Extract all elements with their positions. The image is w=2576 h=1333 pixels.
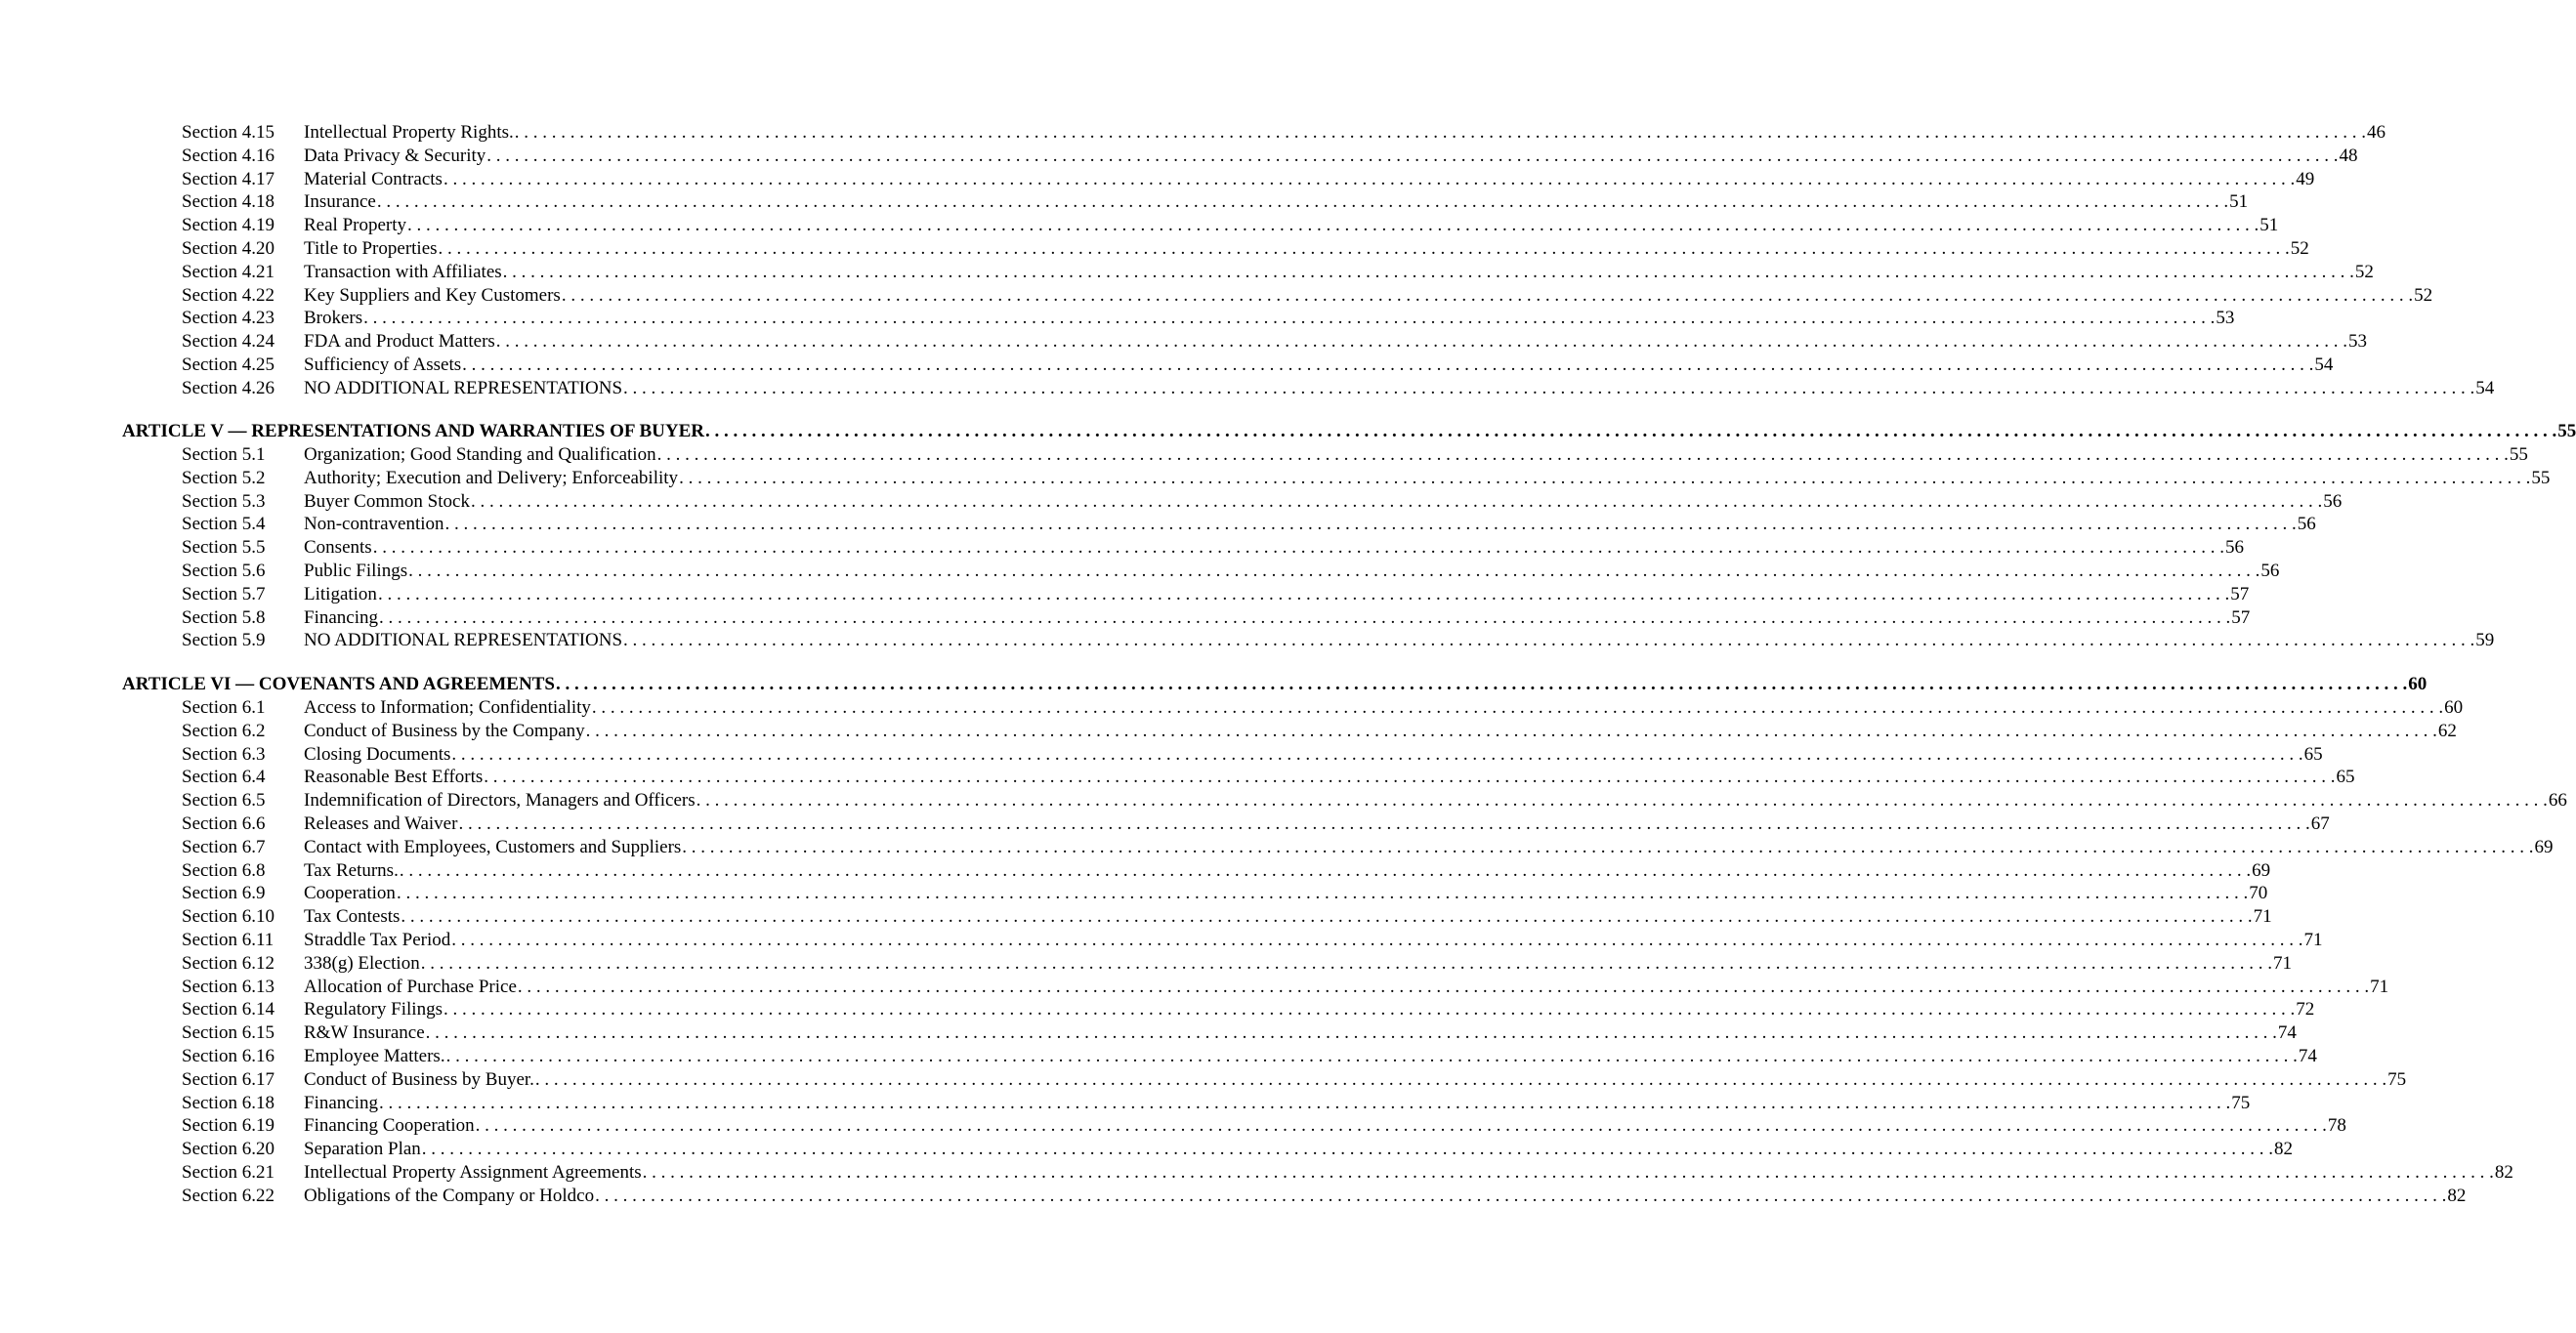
dot-leader: . . . . . . . . . . . . . . . . . . . . . . . . . . . . . . . . . . . . . . . . . . . . . . . . . . . . . . . . . . . . . . . . . . . . . . . . . . . . . . . . . . . . . . . . . . . . . . . . . . . . . . . . . . . . . . . . . . . . . . . . . . . . . . . . . . . . . . . . . . . . . . . . . . . . . . . . . . . . . . . . . . . . . . . . . . . . . . . . . . . . . . . . . . . . . . . . . . . . . . . . — [438, 238, 2290, 259]
section-title: Insurance — [304, 191, 376, 213]
section-title: Separation Plan — [304, 1139, 421, 1160]
dot-leader: . . . . . . . . . . . . . . . . . . . . . . . . . . . . . . . . . . . . . . . . . . . . . . . . . . . . . . . . . . . . . . . . . . . . . . . . . . . . . . . . . . . . . . . . . . . . . . . . . . . . . . . . . . . . . . . . . . . . . . . . . . . . . . . . . . . . . . . . . . . . . . . . . . . . . . . . . . . . . . . . . . . . . . . . . . . . . . . . . . . . . . . . . . . . . . . . . . . . . . . . — [484, 767, 2336, 788]
toc-entry[interactable] — [182, 237, 2309, 261]
section-number: Section 6.16 — [182, 1046, 274, 1066]
page-number: 78 — [2327, 1115, 2346, 1137]
page-number: 56 — [2224, 537, 2244, 559]
dot-leader: . . . . . . . . . . . . . . . . . . . . . . . . . . . . . . . . . . . . . . . . . . . . . . . . . . . . . . . . . . . . . . . . . . . . . . . . . . . . . . . . . . . . . . . . . . . . . . . . . . . . . . . . . . . . . . . . . . . . . . . . . . . . . . . . . . . . . . . . . . . . . . . . . . . . . . . . . . . . . . . . . . . . . . . . . . . . . . . . . . . . . . . . . . . . . . . . . . . . . . . . — [623, 630, 2475, 651]
section-number: Section 6.10 — [182, 906, 274, 928]
page-number: 46 — [2367, 122, 2386, 143]
dot-leader: . . . . . . . . . . . . . . . . . . . . . . . . . . . . . . . . . . . . . . . . . . . . . . . . . . . . . . . . . . . . . . . . . . . . . . . . . . . . . . . . . . . . . . . . . . . . . . . . . . . . . . . . . . . . . . . . . . . . . . . . . . . . . . . . . . . . . . . . . . . . . . . . . . . . . . . . . . . . . . . . . . . . . . . . . . . . . . . . . . . . . . . . . . . . . . . . . . . . . . . . — [502, 261, 2354, 282]
dot-leader: . . . . . . . . . . . . . . . . . . . . . . . . . . . . . . . . . . . . . . . . . . . . . . . . . . . . . . . . . . . . . . . . . . . . . . . . . . . . . . . . . . . . . . . . . . . . . . . . . . . . . . . . . . . . . . . . . . . . . . . . . . . . . . . . . . . . . . . . . . . . . . . . . . . . . . . . . . . . . . . . . . . . . . . . . . . . . . . . . . . . . . . . . . . . . . . . . . . . . . . . — [462, 354, 2314, 375]
entry-line — [304, 789, 2567, 812]
entry-line — [304, 1021, 2297, 1045]
dot-leader: . . . . . . . . . . . . . . . . . . . . . . . . . . . . . . . . . . . . . . . . . . . . . . . . . . . . . . . . . . . . . . . . . . . . . . . . . . . . . . . . . . . . . . . . . . . . . . . . . . . . . . . . . . . . . . . . . . . . . . . . . . . . . . . . . . . . . . . . . . . . . . . . . . . . . . . . . . . . . . . . . . . . . . . . . . . . . . . . . . . . . . . . . . . . . . . . . . . . . . . . — [585, 720, 2437, 741]
section-number: Section 4.17 — [182, 168, 274, 189]
dot-leader: . . . . . . . . . . . . . . . . . . . . . . . . . . . . . . . . . . . . . . . . . . . . . . . . . . . . . . . . . . . . . . . . . . . . . . . . . . . . . . . . . . . . . . . . . . . . . . . . . . . . . . . . . . . . . . . . . . . . . . . . . . . . . . . . . . . . . . . . . . . . . . . . . . . . . . . . . . . . . . . . . . . . . . . . . . . . . . . . . . . . . . . . . . . . . . . . . . . . . . . . — [451, 743, 2303, 765]
section-title: Intellectual Property Assignment Agreements — [304, 1162, 642, 1183]
toc-entry[interactable] — [182, 976, 2389, 999]
section-number: Section 6.14 — [182, 999, 274, 1021]
dot-leader: . . . . . . . . . . . . . . . . . . . . . . . . . . . . . . . . . . . . . . . . . . . . . . . . . . . . . . . . . . . . . . . . . . . . . . . . . . . . . . . . . . . . . . . . . . . . . . . . . . . . . . . . . . . . . . . . . . . . . . . . . . . . . . . . . . . . . . . . . . . . . . . . . . . . . . . . . . . . . . . . . . . . . . . . . . . . . . . . . . . . . . . . . . . . . . . . . . . . . . . . — [591, 697, 2444, 718]
dot-leader: . . . . . . . . . . . . . . . . . . . . . . . . . . . . . . . . . . . . . . . . . . . . . . . . . . . . . . . . . . . . . . . . . . . . . . . . . . . . . . . . . . . . . . . . . . . . . . . . . . . . . . . . . . . . . . . . . . . . . . . . . . . . . . . . . . . . . . . . . . . . . . . . . . . . . . . . . . . . . . . . . . . . . . . . . . . . . . . . . . . . . . . . . . . . . . . . . . . . . . . . — [470, 490, 2323, 512]
page-number: 54 — [2314, 354, 2334, 375]
section-number: Section 6.9 — [182, 883, 266, 904]
section-title: Indemnification of Directors, Managers and Officers — [304, 790, 696, 812]
entry-line — [304, 952, 2292, 976]
page-number: 82 — [2494, 1162, 2513, 1183]
page-number: 57 — [2230, 583, 2250, 604]
section-title: Conduct of Business by Buyer. — [304, 1068, 534, 1090]
entry-line — [304, 882, 2268, 905]
entry-line — [304, 443, 2528, 467]
toc-entry[interactable] — [182, 720, 2457, 743]
entry-line — [304, 905, 2272, 929]
entry-line — [304, 354, 2334, 377]
section-number: Section 4.21 — [182, 261, 274, 282]
toc-entry[interactable] — [182, 536, 2244, 560]
page-number: 72 — [2296, 999, 2315, 1021]
entry-line — [304, 145, 2358, 168]
toc-entry[interactable] — [182, 261, 2374, 284]
section-title: Reasonable Best Efforts — [304, 767, 484, 788]
section-title: Buyer Common Stock — [304, 490, 470, 512]
toc-entry[interactable] — [182, 145, 2358, 168]
section-number: Section 6.22 — [182, 1185, 274, 1206]
page-number: 71 — [2303, 930, 2323, 950]
dot-leader: . . . . . . . . . . . . . . . . . . . . . . . . . . . . . . . . . . . . . . . . . . . . . . . . . . . . . . . . . . . . . . . . . . . . . . . . . . . . . . . . . . . . . . . . . . . . . . . . . . . . . . . . . . . . . . . . . . . . . . . . . . . . . . . . . . . . . . . . . . . . . . . . . . . . . . . . . . . . . . . . . . . . . . . . . . . . . . . . . . . . . . . . . . . . . . . . . . . . . . . . — [376, 191, 2229, 213]
article-title: ARTICLE V — REPRESENTATIONS AND WARRANTIES OF BUYER — [122, 421, 705, 441]
section-number: Section 6.18 — [182, 1092, 274, 1113]
page-number: 57 — [2231, 606, 2251, 628]
section-title: Regulatory Filings — [304, 999, 443, 1021]
section-title: FDA and Product Matters — [304, 331, 495, 353]
page-number: 52 — [2414, 284, 2433, 306]
page-number: 66 — [2548, 790, 2567, 812]
toc-entry[interactable] — [182, 743, 2323, 767]
toc-entry[interactable] — [182, 490, 2343, 514]
page-number: 59 — [2475, 630, 2495, 651]
dot-leader: . . . . . . . . . . . . . . . . . . . . . . . . . . . . . . . . . . . . . . . . . . . . . . . . . . . . . . . . . . . . . . . . . . . . . . . . . . . . . . . . . . . . . . . . . . . . . . . . . . . . . . . . . . . . . . . . . . . . . . . . . . . . . . . . . . . . . . . . . . . . . . . . . . . . . . . . . . . . . . . . . . . . . . . . . . . . . . . . . . . . . . . . . . . . . . . . . . . . . . . . — [517, 976, 2370, 997]
entry-line — [304, 536, 2244, 560]
section-number: Section 5.6 — [182, 561, 266, 581]
entry-line — [304, 976, 2389, 999]
dot-leader: . . . . . . . . . . . . . . . . . . . . . . . . . . . . . . . . . . . . . . . . . . . . . . . . . . . . . . . . . . . . . . . . . . . . . . . . . . . . . . . . . . . . . . . . . . . . . . . . . . . . . . . . . . . . . . . . . . . . . . . . . . . . . . . . . . . . . . . . . . . . . . . . . . . . . . . . . . . . . . . . . . . . . . . . . . . . . . . . . . . . . . . . . . . . . . . . . . . . . . . . — [682, 836, 2534, 857]
section-number: Section 6.3 — [182, 743, 266, 765]
article-heading-entry[interactable] — [122, 420, 2576, 443]
page-number: 55 — [2557, 421, 2576, 441]
entry-line — [304, 696, 2464, 720]
dot-leader: . . . . . . . . . . . . . . . . . . . . . . . . . . . . . . . . . . . . . . . . . . . . . . . . . . . . . . . . . . . . . . . . . . . . . . . . . . . . . . . . . . . . . . . . . . . . . . . . . . . . . . . . . . . . . . . . . . . . . . . . . . . . . . . . . . . . . . . . . . . . . . . . . . . . . . . . . . . . . . . . . . . . . . . . . . . . . . . . . . . . . . . . . . . . . . . . . . . . . . . . — [595, 1185, 2447, 1206]
dot-leader: . . . . . . . . . . . . . . . . . . . . . . . . . . . . . . . . . . . . . . . . . . . . . . . . . . . . . . . . . . . . . . . . . . . . . . . . . . . . . . . . . . . . . . . . . . . . . . . . . . . . . . . . . . . . . . . . . . . . . . . . . . . . . . . . . . . . . . . . . . . . . . . . . . . . . . . . . . . . . . . . . . . . . . . . . . . . . . . . . . . . . . . . . . . . . . . . . . . . . . . . — [377, 583, 2230, 604]
section-title: Litigation — [304, 583, 377, 604]
dot-leader: . . . . . . . . . . . . . . . . . . . . . . . . . . . . . . . . . . . . . . . . . . . . . . . . . . . . . . . . . . . . . . . . . . . . . . . . . . . . . . . . . . . . . . . . . . . . . . . . . . . . . . . . . . . . . . . . . . . . . . . . . . . . . . . . . . . . . . . . . . . . . . . . . . . . . . . . . . . . . . . . . . . . . . . . . . . . . . . . . . . . . . . . . . . . . . . . . . . . . . . . — [475, 1115, 2327, 1137]
section-title: Brokers — [304, 308, 363, 329]
toc-entry[interactable] — [182, 1045, 2317, 1068]
toc-entry[interactable] — [182, 513, 2316, 536]
section-number: Section 6.4 — [182, 767, 266, 788]
page-number: 82 — [2447, 1185, 2467, 1206]
section-title: Conduct of Business by the Company — [304, 720, 585, 741]
toc-entry[interactable] — [182, 190, 2249, 214]
toc-entry[interactable] — [182, 1068, 2407, 1092]
toc-entry[interactable] — [182, 766, 2355, 789]
toc-entry[interactable] — [182, 307, 2235, 330]
section-title: Tax Returns. — [304, 859, 399, 881]
toc-entry[interactable] — [182, 1114, 2346, 1138]
page-number: 56 — [2260, 561, 2280, 581]
page-number: 56 — [2323, 490, 2343, 512]
dot-leader: . . . . . . . . . . . . . . . . . . . . . . . . . . . . . . . . . . . . . . . . . . . . . . . . . . . . . . . . . . . . . . . . . . . . . . . . . . . . . . . . . . . . . . . . . . . . . . . . . . . . . . . . . . . . . . . . . . . . . . . . . . . . . . . . . . . . . . . . . . . . . . . . . . . . . . . . . . . . . . . . . . . . . . . . . . . . . . . . . . . . . . . . . . . . . . . . . . . . . . . . — [445, 1046, 2298, 1066]
toc-entry[interactable] — [182, 696, 2464, 720]
dot-leader: . . . . . . . . . . . . . . . . . . . . . . . . . . . . . . . . . . . . . . . . . . . . . . . . . . . . . . . . . . . . . . . . . . . . . . . . . . . . . . . . . . . . . . . . . . . . . . . . . . . . . . . . . . . . . . . . . . . . . . . . . . . . . . . . . . . . . . . . . . . . . . . . . . . . . . . . . . . . . . . . . . . . . . . . . . . . . . . . . . . . . . . . . . . . . . . . . . . . . . . . — [555, 674, 2408, 694]
section-number: Section 4.20 — [182, 238, 274, 259]
entry-line — [304, 1092, 2251, 1115]
section-number: Section 4.18 — [182, 191, 274, 213]
entry-line — [304, 237, 2309, 261]
page-number: 69 — [2534, 836, 2554, 857]
entry-line — [304, 1045, 2317, 1068]
entry-line — [304, 606, 2251, 630]
section-title: NO ADDITIONAL REPRESENTATIONS — [304, 630, 623, 651]
dot-leader: . . . . . . . . . . . . . . . . . . . . . . . . . . . . . . . . . . . . . . . . . . . . . . . . . . . . . . . . . . . . . . . . . . . . . . . . . . . . . . . . . . . . . . . . . . . . . . . . . . . . . . . . . . . . . . . . . . . . . . . . . . . . . . . . . . . . . . . . . . . . . . . . . . . . . . . . . . . . . . . . . . . . . . . . . . . . . . . . . . . . . . . . . . . . . . . . . . . . . . . . — [420, 952, 2272, 974]
dot-leader: . . . . . . . . . . . . . . . . . . . . . . . . . . . . . . . . . . . . . . . . . . . . . . . . . . . . . . . . . . . . . . . . . . . . . . . . . . . . . . . . . . . . . . . . . . . . . . . . . . . . . . . . . . . . . . . . . . . . . . . . . . . . . . . . . . . . . . . . . . . . . . . . . . . . . . . . . . . . . . . . . . . . . . . . . . . . . . . . . . . . . . . . . . . . . . . . . . . . . . . . — [408, 561, 2260, 581]
entry-line — [304, 629, 2495, 652]
page-number: 65 — [2303, 743, 2323, 765]
toc-entry[interactable] — [182, 583, 2250, 606]
entry-line — [304, 1068, 2407, 1092]
page-number: 67 — [2310, 813, 2330, 834]
section-number: Section 5.2 — [182, 467, 266, 488]
dot-leader: . . . . . . . . . . . . . . . . . . . . . . . . . . . . . . . . . . . . . . . . . . . . . . . . . . . . . . . . . . . . . . . . . . . . . . . . . . . . . . . . . . . . . . . . . . . . . . . . . . . . . . . . . . . . . . . . . . . . . . . . . . . . . . . . . . . . . . . . . . . . . . . . . . . . . . . . . . . . . . . . . . . . . . . . . . . . . . . . . . . . . . . . . . . . . . . . . . . . . . . . — [656, 444, 2509, 465]
section-title: Employee Matters. — [304, 1046, 445, 1066]
toc-entry[interactable] — [182, 1185, 2467, 1208]
dot-leader: . . . . . . . . . . . . . . . . . . . . . . . . . . . . . . . . . . . . . . . . . . . . . . . . . . . . . . . . . . . . . . . . . . . . . . . . . . . . . . . . . . . . . . . . . . . . . . . . . . . . . . . . . . . . . . . . . . . . . . . . . . . . . . . . . . . . . . . . . . . . . . . . . . . . . . . . . . . . . . . . . . . . . . . . . . . . . . . . . . . . . . . . . . . . . . . . . . . . . . . . — [495, 331, 2348, 353]
section-title: Sufficiency of Assets — [304, 354, 462, 375]
toc-entry[interactable] — [182, 214, 2279, 237]
section-title: Intellectual Property Rights. — [304, 122, 514, 143]
page-number: 60 — [2444, 697, 2464, 718]
entry-line — [304, 261, 2374, 284]
section-number: Section 6.2 — [182, 720, 266, 741]
section-title: Cooperation — [304, 883, 396, 904]
page-number: 55 — [2531, 467, 2551, 488]
page-number: 54 — [2475, 377, 2495, 398]
dot-leader: . . . . . . . . . . . . . . . . . . . . . . . . . . . . . . . . . . . . . . . . . . . . . . . . . . . . . . . . . . . . . . . . . . . . . . . . . . . . . . . . . . . . . . . . . . . . . . . . . . . . . . . . . . . . . . . . . . . . . . . . . . . . . . . . . . . . . . . . . . . . . . . . . . . . . . . . . . . . . . . . . . . . . . . . . . . . . . . . . . . . . . . . . . . . . . . . . . . . . . . . — [421, 1139, 2274, 1160]
section-title: Allocation of Purchase Price — [304, 976, 517, 997]
section-number: Section 5.8 — [182, 606, 266, 628]
dot-leader: . . . . . . . . . . . . . . . . . . . . . . . . . . . . . . . . . . . . . . . . . . . . . . . . . . . . . . . . . . . . . . . . . . . . . . . . . . . . . . . . . . . . . . . . . . . . . . . . . . . . . . . . . . . . . . . . . . . . . . . . . . . . . . . . . . . . . . . . . . . . . . . . . . . . . . . . . . . . . . . . . . . . . . . . . . . . . . . . . . . . . . . . . . . . . . . . . . . . . . . . — [561, 284, 2414, 306]
section-title: Financing — [304, 1092, 378, 1113]
dot-leader: . . . . . . . . . . . . . . . . . . . . . . . . . . . . . . . . . . . . . . . . . . . . . . . . . . . . . . . . . . . . . . . . . . . . . . . . . . . . . . . . . . . . . . . . . . . . . . . . . . . . . . . . . . . . . . . . . . . . . . . . . . . . . . . . . . . . . . . . . . . . . . . . . . . . . . . . . . . . . . . . . . . . . . . . . . . . . . . . . . . . . . . . . . . . . . . . . . . . . . . . — [451, 930, 2303, 950]
toc-entry[interactable] — [182, 1161, 2513, 1185]
page-number: 71 — [2272, 952, 2292, 974]
section-title: Consents — [304, 537, 372, 559]
toc-entry[interactable] — [182, 377, 2495, 400]
dot-leader: . . . . . . . . . . . . . . . . . . . . . . . . . . . . . . . . . . . . . . . . . . . . . . . . . . . . . . . . . . . . . . . . . . . . . . . . . . . . . . . . . . . . . . . . . . . . . . . . . . . . . . . . . . . . . . . . . . . . . . . . . . . . . . . . . . . . . . . . . . . . . . . . . . . . . . . . . . . . . . . . . . . . . . . . . . . . . . . . . . . . . . . . . . . . . . . . . . . . . . . . — [679, 467, 2531, 488]
entry-line — [304, 377, 2495, 400]
toc-entry[interactable] — [182, 467, 2551, 490]
toc-entry[interactable] — [182, 284, 2433, 308]
section-number: Section 4.26 — [182, 377, 274, 398]
dot-leader: . . . . . . . . . . . . . . . . . . . . . . . . . . . . . . . . . . . . . . . . . . . . . . . . . . . . . . . . . . . . . . . . . . . . . . . . . . . . . . . . . . . . . . . . . . . . . . . . . . . . . . . . . . . . . . . . . . . . . . . . . . . . . . . . . . . . . . . . . . . . . . . . . . . . . . . . . . . . . . . . . . . . . . . . . . . . . . . . . . . . . . . . . . . . . . . . . . . . . . . . — [372, 537, 2224, 559]
entry-line — [304, 467, 2551, 490]
section-title: Closing Documents — [304, 743, 451, 765]
toc-entry[interactable] — [182, 606, 2251, 630]
page-number: 53 — [2216, 308, 2235, 329]
page-number: 74 — [2298, 1046, 2317, 1066]
page-number: 75 — [2231, 1092, 2251, 1113]
page-number: 71 — [2253, 906, 2272, 928]
section-number: Section 4.24 — [182, 331, 274, 353]
section-title: NO ADDITIONAL REPRESENTATIONS — [304, 377, 623, 398]
page-number: 48 — [2339, 145, 2358, 166]
toc-entry[interactable] — [182, 1021, 2297, 1045]
entry-line — [304, 1138, 2294, 1161]
page-number: 69 — [2252, 859, 2271, 881]
section-title: Access to Information; Confidentiality — [304, 697, 591, 718]
section-number: Section 6.20 — [182, 1139, 274, 1160]
page-number: 52 — [2290, 238, 2309, 259]
section-title: Data Privacy & Security — [304, 145, 486, 166]
section-title: Tax Contests — [304, 906, 401, 928]
entry-line — [304, 330, 2368, 354]
page-number: 56 — [2297, 514, 2316, 535]
page-number: 52 — [2354, 261, 2374, 282]
section-title: Authority; Execution and Delivery; Enforceability — [304, 467, 679, 488]
dot-leader: . . . . . . . . . . . . . . . . . . . . . . . . . . . . . . . . . . . . . . . . . . . . . . . . . . . . . . . . . . . . . . . . . . . . . . . . . . . . . . . . . . . . . . . . . . . . . . . . . . . . . . . . . . . . . . . . . . . . . . . . . . . . . . . . . . . . . . . . . . . . . . . . . . . . . . . . . . . . . . . . . . . . . . . . . . . . . . . . . . . . . . . . . . . . . . . . . . . . . . . . — [696, 790, 2548, 812]
dot-leader: . . . . . . . . . . . . . . . . . . . . . . . . . . . . . . . . . . . . . . . . . . . . . . . . . . . . . . . . . . . . . . . . . . . . . . . . . . . . . . . . . . . . . . . . . . . . . . . . . . . . . . . . . . . . . . . . . . . . . . . . . . . . . . . . . . . . . . . . . . . . . . . . . . . . . . . . . . . . . . . . . . . . . . . . . . . . . . . . . . . . . . . . . . . . . . . . . . . . . . . . — [363, 308, 2216, 329]
entry-line — [304, 836, 2554, 859]
toc-entry[interactable] — [182, 443, 2528, 467]
toc-entry[interactable] — [182, 1138, 2294, 1161]
dot-leader: . . . . . . . . . . . . . . . . . . . . . . . . . . . . . . . . . . . . . . . . . . . . . . . . . . . . . . . . . . . . . . . . . . . . . . . . . . . . . . . . . . . . . . . . . . . . . . . . . . . . . . . . . . . . . . . . . . . . . . . . . . . . . . . . . . . . . . . . . . . . . . . . . . . . . . . . . . . . . . . . . . . . . . . . . . . . . . . . . . . . . . . . . . . . . . . . . . . . . . . . — [396, 883, 2249, 904]
section-number: Section 6.5 — [182, 790, 266, 812]
section-number: Section 4.16 — [182, 145, 274, 166]
page-number: 51 — [2229, 191, 2249, 213]
toc-entry[interactable] — [182, 560, 2280, 583]
entry-line — [304, 490, 2343, 514]
page-number: 49 — [2296, 168, 2315, 189]
section-number: Section 6.1 — [182, 697, 266, 718]
page-number: 74 — [2277, 1022, 2297, 1044]
section-title: Transaction with Affiliates — [304, 261, 502, 282]
entry-line — [304, 1161, 2513, 1185]
section-number: Section 6.8 — [182, 859, 266, 881]
section-title: Non-contravention — [304, 514, 444, 535]
section-title: Releases and Waiver — [304, 813, 458, 834]
entry-line — [304, 121, 2386, 145]
section-title: 338(g) Election — [304, 952, 420, 974]
section-number: Section 4.22 — [182, 284, 274, 306]
page-number: 71 — [2370, 976, 2389, 997]
page-number: 70 — [2249, 883, 2268, 904]
entry-line — [304, 720, 2457, 743]
page-number: 53 — [2348, 331, 2368, 353]
entry-line — [304, 812, 2330, 836]
section-number: Section 6.11 — [182, 930, 274, 950]
section-title: Public Filings — [304, 561, 408, 581]
dot-leader: . . . . . . . . . . . . . . . . . . . . . . . . . . . . . . . . . . . . . . . . . . . . . . . . . . . . . . . . . . . . . . . . . . . . . . . . . . . . . . . . . . . . . . . . . . . . . . . . . . . . . . . . . . . . . . . . . . . . . . . . . . . . . . . . . . . . . . . . . . . . . . . . . . . . . . . . . . . . . . . . . . . . . . . . . . . . . . . . . . . . . . . . . . . . . . . . . . . . . . . . — [379, 1092, 2231, 1113]
section-number: Section 4.15 — [182, 122, 274, 143]
section-title: Straddle Tax Period — [304, 930, 451, 950]
toc-entry[interactable] — [182, 629, 2495, 652]
section-number: Section 6.17 — [182, 1068, 274, 1090]
section-number: Section 6.7 — [182, 836, 266, 857]
dot-leader: . . . . . . . . . . . . . . . . . . . . . . . . . . . . . . . . . . . . . . . . . . . . . . . . . . . . . . . . . . . . . . . . . . . . . . . . . . . . . . . . . . . . . . . . . . . . . . . . . . . . . . . . . . . . . . . . . . . . . . . . . . . . . . . . . . . . . . . . . . . . . . . . . . . . . . . . . . . . . . . . . . . . . . . . . . . . . . . . . . . . . . . . . . . . . . . . . . . . . . . . — [642, 1162, 2494, 1183]
dot-leader: . . . . . . . . . . . . . . . . . . . . . . . . . . . . . . . . . . . . . . . . . . . . . . . . . . . . . . . . . . . . . . . . . . . . . . . . . . . . . . . . . . . . . . . . . . . . . . . . . . . . . . . . . . . . . . . . . . . . . . . . . . . . . . . . . . . . . . . . . . . . . . . . . . . . . . . . . . . . . . . . . . . . . . . . . . . . . . . . . . . . . . . . . . . . . . . . . . . . . . . . — [379, 606, 2231, 628]
toc-entry[interactable] — [182, 1092, 2251, 1115]
section-number: Section 6.19 — [182, 1115, 274, 1137]
dot-leader: . . . . . . . . . . . . . . . . . . . . . . . . . . . . . . . . . . . . . . . . . . . . . . . . . . . . . . . . . . . . . . . . . . . . . . . . . . . . . . . . . . . . . . . . . . . . . . . . . . . . . . . . . . . . . . . . . . . . . . . . . . . . . . . . . . . . . . . . . . . . . . . . . . . . . . . . . . . . . . . . . . . . . . . . . . . . . . . . . . . . . . . . . . . . . . . . . . . . . . . . — [486, 145, 2339, 166]
dot-leader: . . . . . . . . . . . . . . . . . . . . . . . . . . . . . . . . . . . . . . . . . . . . . . . . . . . . . . . . . . . . . . . . . . . . . . . . . . . . . . . . . . . . . . . . . . . . . . . . . . . . . . . . . . . . . . . . . . . . . . . . . . . . . . . . . . . . . . . . . . . . . . . . . . . . . . . . . . . . . . . . . . . . . . . . . . . . . . . . . . . . . . . . . . . . . . . . . . . . . . . . — [401, 906, 2253, 928]
entry-line — [304, 766, 2355, 789]
section-number: Section 6.15 — [182, 1022, 274, 1044]
entry-line — [304, 214, 2279, 237]
section-number: Section 5.3 — [182, 490, 266, 512]
entry-line — [304, 859, 2271, 883]
toc-entry[interactable] — [182, 882, 2268, 905]
entry-line — [122, 420, 2576, 443]
section-number: Section 5.4 — [182, 514, 266, 535]
section-number: Section 5.5 — [182, 537, 266, 559]
dot-leader: . . . . . . . . . . . . . . . . . . . . . . . . . . . . . . . . . . . . . . . . . . . . . . . . . . . . . . . . . . . . . . . . . . . . . . . . . . . . . . . . . . . . . . . . . . . . . . . . . . . . . . . . . . . . . . . . . . . . . . . . . . . . . . . . . . . . . . . . . . . . . . . . . . . . . . . . . . . . . . . . . . . . . . . . . . . . . . . . . . . . . . . . . . . . . . . . . . . . . . . . — [458, 813, 2310, 834]
toc-entry[interactable] — [182, 330, 2368, 354]
section-title: Financing Cooperation — [304, 1115, 475, 1137]
entry-line — [304, 1114, 2346, 1138]
page-number: 75 — [2387, 1068, 2407, 1090]
article-heading-entry[interactable] — [122, 673, 2428, 696]
section-number: Section 4.25 — [182, 354, 274, 375]
dot-leader: . . . . . . . . . . . . . . . . . . . . . . . . . . . . . . . . . . . . . . . . . . . . . . . . . . . . . . . . . . . . . . . . . . . . . . . . . . . . . . . . . . . . . . . . . . . . . . . . . . . . . . . . . . . . . . . . . . . . . . . . . . . . . . . . . . . . . . . . . . . . . . . . . . . . . . . . . . . . . . . . . . . . . . . . . . . . . . . . . . . . . . . . . . . . . . . . . . . . . . . . — [623, 377, 2475, 398]
toc-entry[interactable] — [182, 998, 2315, 1021]
entry-line — [122, 673, 2428, 696]
section-title: Material Contracts — [304, 168, 443, 189]
section-title: Financing — [304, 606, 378, 628]
dot-leader: . . . . . . . . . . . . . . . . . . . . . . . . . . . . . . . . . . . . . . . . . . . . . . . . . . . . . . . . . . . . . . . . . . . . . . . . . . . . . . . . . . . . . . . . . . . . . . . . . . . . . . . . . . . . . . . . . . . . . . . . . . . . . . . . . . . . . . . . . . . . . . . . . . . . . . . . . . . . . . . . . . . . . . . . . . . . . . . . . . . . . . . . . . . . . . . . . . . . . . . . — [443, 168, 2296, 189]
page-number: 65 — [2336, 767, 2355, 788]
entry-line — [304, 743, 2323, 767]
section-number: Section 4.23 — [182, 308, 274, 329]
section-number: Section 5.9 — [182, 630, 266, 651]
entry-line — [304, 560, 2280, 583]
section-number: Section 6.12 — [182, 952, 274, 974]
section-number: Section 5.1 — [182, 444, 266, 465]
dot-leader: . . . . . . . . . . . . . . . . . . . . . . . . . . . . . . . . . . . . . . . . . . . . . . . . . . . . . . . . . . . . . . . . . . . . . . . . . . . . . . . . . . . . . . . . . . . . . . . . . . . . . . . . . . . . . . . . . . . . . . . . . . . . . . . . . . . . . . . . . . . . . . . . . . . . . . . . . . . . . . . . . . . . . . . . . . . . . . . . . . . . . . . . . . . . . . . . . . . . . . . . — [407, 215, 2259, 236]
section-number: Section 6.13 — [182, 976, 274, 997]
dot-leader: . . . . . . . . . . . . . . . . . . . . . . . . . . . . . . . . . . . . . . . . . . . . . . . . . . . . . . . . . . . . . . . . . . . . . . . . . . . . . . . . . . . . . . . . . . . . . . . . . . . . . . . . . . . . . . . . . . . . . . . . . . . . . . . . . . . . . . . . . . . . . . . . . . . . . . . . . . . . . . . . . . . . . . . . . . . . . . . . . . . . . . . . . . . . . . . . . . . . . . . . — [444, 514, 2297, 535]
section-number: Section 6.21 — [182, 1162, 274, 1183]
toc-entry[interactable] — [182, 929, 2323, 952]
entry-line — [304, 998, 2315, 1021]
section-number: Section 4.19 — [182, 215, 274, 236]
entry-line — [304, 583, 2250, 606]
dot-leader: . . . . . . . . . . . . . . . . . . . . . . . . . . . . . . . . . . . . . . . . . . . . . . . . . . . . . . . . . . . . . . . . . . . . . . . . . . . . . . . . . . . . . . . . . . . . . . . . . . . . . . . . . . . . . . . . . . . . . . . . . . . . . . . . . . . . . . . . . . . . . . . . . . . . . . . . . . . . . . . . . . . . . . . . . . . . . . . . . . . . . . . . . . . . . . . . . . . . . . . . — [705, 421, 2557, 441]
page-number: 62 — [2437, 720, 2457, 741]
dot-leader: . . . . . . . . . . . . . . . . . . . . . . . . . . . . . . . . . . . . . . . . . . . . . . . . . . . . . . . . . . . . . . . . . . . . . . . . . . . . . . . . . . . . . . . . . . . . . . . . . . . . . . . . . . . . . . . . . . . . . . . . . . . . . . . . . . . . . . . . . . . . . . . . . . . . . . . . . . . . . . . . . . . . . . . . . . . . . . . . . . . . . . . . . . . . . . . . . . . . . . . . — [425, 1022, 2277, 1044]
section-title: Title to Properties — [304, 238, 438, 259]
page-number: 51 — [2259, 215, 2279, 236]
entry-line — [304, 168, 2315, 191]
entry-line — [304, 1185, 2467, 1208]
page-number: 60 — [2408, 674, 2428, 694]
section-title: Contact with Employees, Customers and Suppliers — [304, 836, 682, 857]
page-number: 82 — [2274, 1139, 2294, 1160]
section-title: Key Suppliers and Key Customers — [304, 284, 561, 306]
toc-entry[interactable] — [182, 812, 2330, 836]
toc-entry[interactable] — [182, 168, 2315, 191]
toc-entry[interactable] — [182, 859, 2271, 883]
article-title: ARTICLE VI — COVENANTS AND AGREEMENTS — [122, 674, 555, 694]
entry-line — [304, 929, 2323, 952]
toc-entry[interactable] — [182, 952, 2292, 976]
entry-line — [304, 190, 2249, 214]
section-title: R&W Insurance — [304, 1022, 425, 1044]
dot-leader: . . . . . . . . . . . . . . . . . . . . . . . . . . . . . . . . . . . . . . . . . . . . . . . . . . . . . . . . . . . . . . . . . . . . . . . . . . . . . . . . . . . . . . . . . . . . . . . . . . . . . . . . . . . . . . . . . . . . . . . . . . . . . . . . . . . . . . . . . . . . . . . . . . . . . . . . . . . . . . . . . . . . . . . . . . . . . . . . . . . . . . . . . . . . . . . . . . . . . . . . — [399, 859, 2252, 881]
section-title: Obligations of the Company or Holdco — [304, 1185, 595, 1206]
dot-leader: . . . . . . . . . . . . . . . . . . . . . . . . . . . . . . . . . . . . . . . . . . . . . . . . . . . . . . . . . . . . . . . . . . . . . . . . . . . . . . . . . . . . . . . . . . . . . . . . . . . . . . . . . . . . . . . . . . . . . . . . . . . . . . . . . . . . . . . . . . . . . . . . . . . . . . . . . . . . . . . . . . . . . . . . . . . . . . . . . . . . . . . . . . . . . . . . . . . . . . . . — [514, 122, 2367, 143]
entry-line — [304, 307, 2235, 330]
toc-entry[interactable] — [182, 905, 2272, 929]
section-title: Organization; Good Standing and Qualification — [304, 444, 656, 465]
entry-line — [304, 513, 2316, 536]
toc-entry[interactable] — [182, 789, 2567, 812]
section-title: Real Property — [304, 215, 407, 236]
toc-entry[interactable] — [182, 354, 2334, 377]
page-number: 55 — [2509, 444, 2528, 465]
toc-entry[interactable] — [182, 121, 2386, 145]
toc-entry[interactable] — [182, 836, 2554, 859]
dot-leader: . . . . . . . . . . . . . . . . . . . . . . . . . . . . . . . . . . . . . . . . . . . . . . . . . . . . . . . . . . . . . . . . . . . . . . . . . . . . . . . . . . . . . . . . . . . . . . . . . . . . . . . . . . . . . . . . . . . . . . . . . . . . . . . . . . . . . . . . . . . . . . . . . . . . . . . . . . . . . . . . . . . . . . . . . . . . . . . . . . . . . . . . . . . . . . . . . . . . . . . . — [443, 999, 2296, 1021]
dot-leader: . . . . . . . . . . . . . . . . . . . . . . . . . . . . . . . . . . . . . . . . . . . . . . . . . . . . . . . . . . . . . . . . . . . . . . . . . . . . . . . . . . . . . . . . . . . . . . . . . . . . . . . . . . . . . . . . . . . . . . . . . . . . . . . . . . . . . . . . . . . . . . . . . . . . . . . . . . . . . . . . . . . . . . . . . . . . . . . . . . . . . . . . . . . . . . . . . . . . . . . . — [534, 1068, 2387, 1090]
section-number: Section 5.7 — [182, 583, 266, 604]
entry-line — [304, 284, 2433, 308]
section-number: Section 6.6 — [182, 813, 266, 834]
